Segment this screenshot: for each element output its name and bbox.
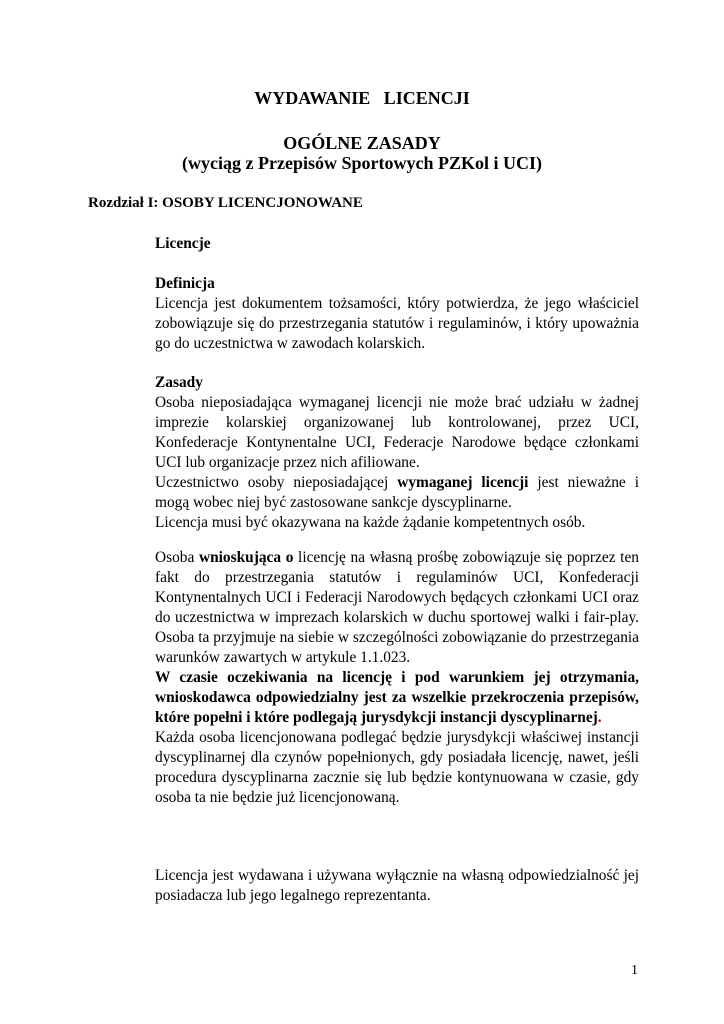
licencja-final-paragraph: Licencja jest wydawana i używana wyłącznie na własną odpowiedzialność jej posiadacza lub jego legalnego reprezentanta. [155,867,639,904]
osoba-text-start: Osoba [155,549,199,566]
page-number: 1 [631,963,638,978]
osoba-paragraph [155,548,639,668]
osoba-bold-text: W czasie oczekiwania na licencję i pod warunkiem jej otrzymania, wnioskodawca odpowiedzialny jest za wszelkie przekroczenia przepisów, które popełni i które podlegają jurysdykcji instancji dyscyplinarnej [155,669,639,726]
page-subtitle: OGÓLNE ZASADY [283,133,441,153]
osoba-section [155,548,639,808]
osoba-bold-period: . [597,709,602,726]
osoba-bold-paragraph [155,668,639,728]
zasady-paragraph-2 [155,473,639,513]
osoba-bold: wnioskująca o [198,549,294,566]
definicja-text: Licencja jest dokumentem tożsamości, który potwierdza, że jego właściciel zobowiązuje się do przestrzegania statutów i regulaminów, i który upoważnia go do uczestnictwa w zawodach kolarskich. [155,295,639,352]
chapter-heading: Rozdział I: OSOBY LICENCJONOWANE [88,195,363,211]
zasady-paragraph-1: Osoba nieposiadająca wymaganej licencji nie może brać udziału w żadnej imprezie kolarskiej organizowanej lub kontrolowanej, przez UCI, Konfederacje Kontynentalne UCI, Federacje Narodowe będące członkami UCI lub organizacje przez nich afiliowane. [155,394,639,471]
zasady-p2-bold: wymaganej licencji [397,474,529,491]
zasady-heading: Zasady [155,374,203,391]
licencja-final-section [155,866,639,906]
osoba-text: licencję na własną prośbę zobowiązuje się poprzez ten fakt do przestrzegania statutów i regulaminów UCI, Konfederacji Kontynentalnych UCI i Federacji Narodowych będących członkami UCI oraz do uczestnictwa w imprezach kolarskich w duchu sportowej walki i fair-play. Osoba ta przyjmuje na siebie w szczególności zobowiązanie do przestrzegania warunków zawartych w artykule 1.1.023. [155,549,639,666]
zasady-p2-text: Uczestnictwo osoby nieposiadającej [155,474,398,491]
zasady-p2-text-end: jest nieważne i mogą wobec niej być zastosowane sankcje dyscyplinarne. [155,474,639,511]
zasady-paragraph-3: Licencja musi być okazywana na każde żądanie kompetentnych osób. [155,514,586,531]
page-title: WYDAWANIE LICENCJI [254,88,470,108]
section-heading-licencje: Licencje [155,235,211,252]
definicja-heading: Definicja [155,275,215,292]
zasady-section [155,373,639,533]
osoba-jurisdiction-paragraph: Każda osoba licencjonowana podlegać będzie jurysdykcji właściwej instancji dyscyplinarnej dla czynów popełnionych, gdy posiadała licencję, nawet, jeśli procedura dyscyplinarna zacznie się lub będzie kontynuowana w czasie, gdy osoba ta nie będzie już licencjonowaną. [155,729,639,806]
definicja-section [155,274,639,354]
page-subtitle-source: (wyciąg z Przepisów Sportowych PZKol i UCI) [182,153,542,173]
